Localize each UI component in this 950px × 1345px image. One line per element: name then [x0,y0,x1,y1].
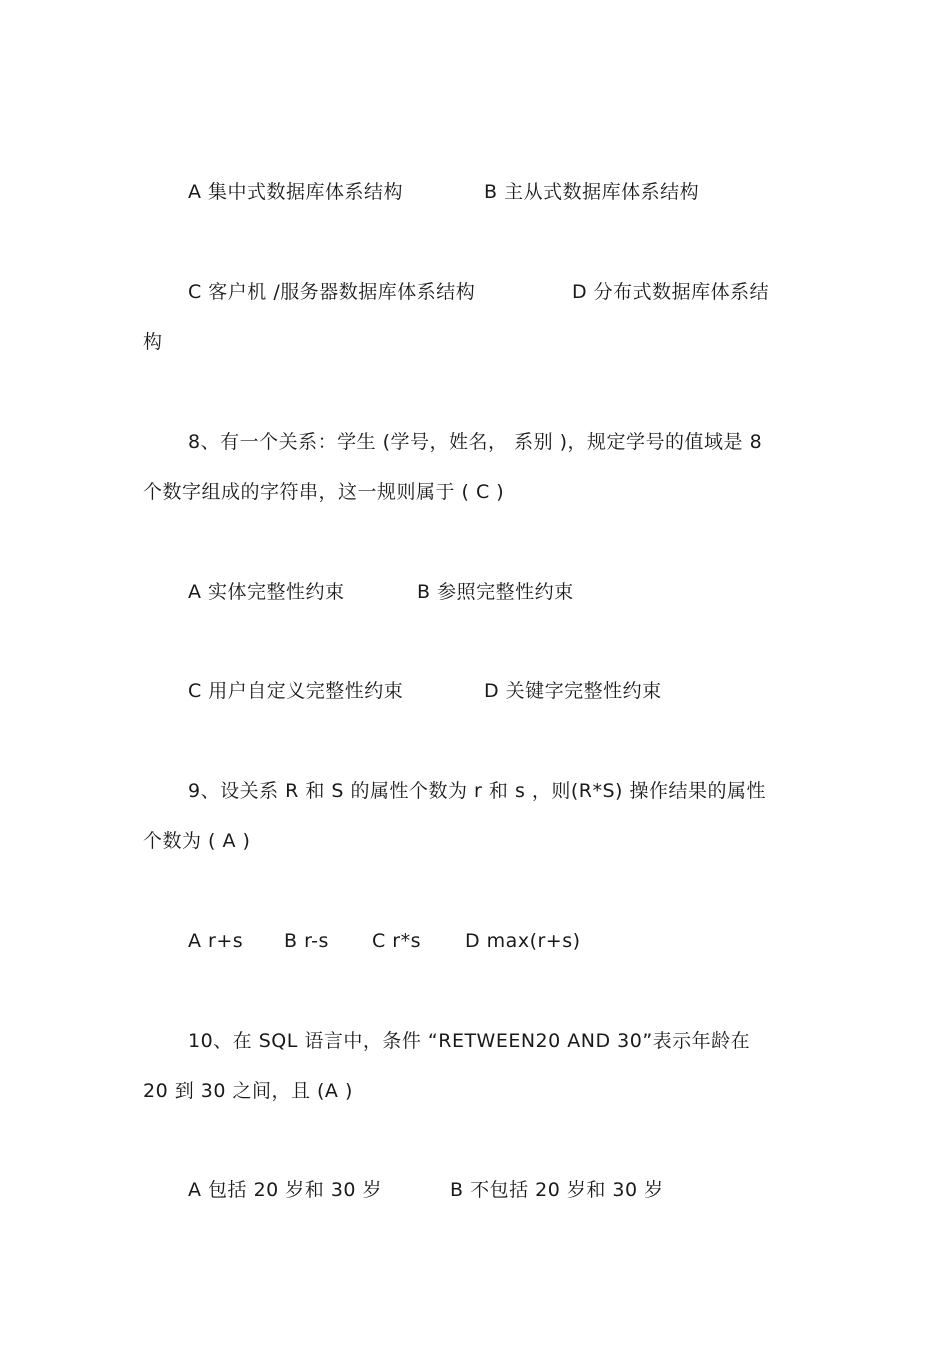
question-10-line1: 10、在 SQL 语言中，条件 “RETWEEN20 AND 30”表示年龄在 [188,1030,751,1052]
option-7d: D 分布式数据库体系结 [572,281,770,303]
option-10b: B 不包括 20 岁和 30 岁 [450,1179,664,1201]
question-9-line1: 9、设关系 R 和 S 的属性个数为 r 和 s ，则(R*S) 操作结果的属性 [188,780,767,802]
option-7b: B 主从式数据库体系结构 [484,181,700,203]
option-9c: C r*s [372,930,422,952]
option-8b: B 参照完整性约束 [417,581,574,603]
option-9d: D max(r+s) [465,930,581,952]
option-7c: C 客户机 /服务器数据库体系结构 [188,281,476,303]
question-8-line1: 8、有一个关系：学生 (学号，姓名， 系别 )，规定学号的值域是 8 [188,431,763,453]
question-9-line2: 个数为 ( A ) [143,830,251,852]
option-8a: A 实体完整性约束 [188,581,345,603]
option-9a: A r+s [188,930,244,952]
option-7d-wrap: 构 [143,331,163,353]
option-8c: C 用户自定义完整性约束 [188,680,404,702]
option-7a: A 集中式数据库体系结构 [188,181,404,203]
option-10a: A 包括 20 岁和 30 岁 [188,1179,383,1201]
question-10-line2: 20 到 30 之间，且 (A ) [143,1080,353,1102]
option-9b: B r-s [284,930,329,952]
question-8-line2: 个数字组成的字符串，这一规则属于 ( C ) [143,481,505,503]
option-8d: D 关键字完整性约束 [484,680,662,702]
